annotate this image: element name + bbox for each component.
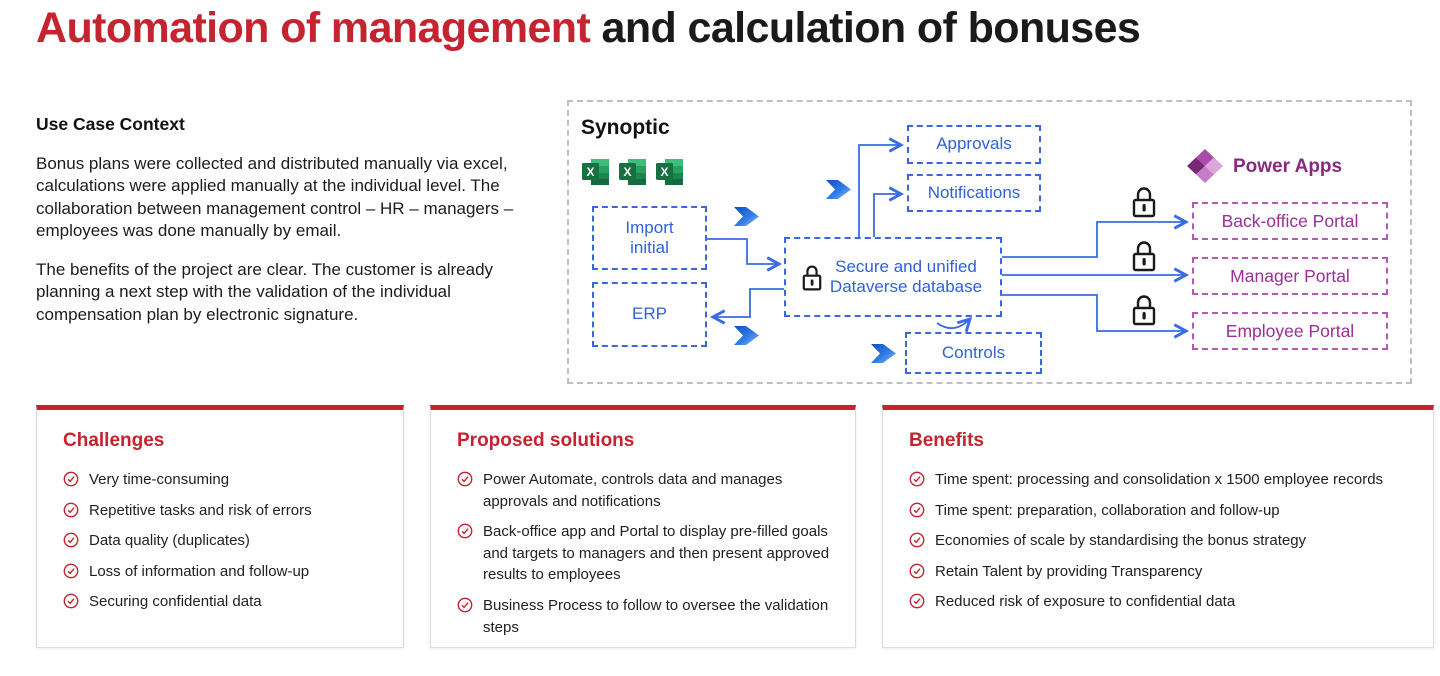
check-circle-icon bbox=[63, 593, 79, 609]
list-item: Power Automate, controls data and manages approvals and notifications bbox=[457, 469, 831, 512]
check-circle-icon bbox=[457, 471, 473, 487]
power-automate-icon bbox=[732, 205, 762, 228]
power-automate-icon bbox=[732, 324, 762, 347]
check-circle-icon bbox=[63, 471, 79, 487]
node-erp: ERP bbox=[592, 282, 707, 347]
check-circle-icon bbox=[909, 593, 925, 609]
svg-text:X: X bbox=[586, 165, 595, 179]
lock-icon bbox=[800, 262, 824, 293]
list-item: Reduced risk of exposure to confidential data bbox=[909, 591, 1409, 613]
lock-icon bbox=[1131, 238, 1157, 272]
power-automate-icon bbox=[824, 178, 854, 201]
check-circle-icon bbox=[909, 471, 925, 487]
page-title bbox=[36, 4, 1140, 53]
node-manager-portal: Manager Portal bbox=[1192, 257, 1388, 295]
page-title-highlight: Automation of management bbox=[36, 4, 591, 52]
excel-icon bbox=[581, 158, 611, 186]
synoptic-heading: Synoptic bbox=[581, 116, 670, 139]
check-circle-icon bbox=[457, 597, 473, 613]
node-employee-portal: Employee Portal bbox=[1192, 312, 1388, 350]
card-challenges bbox=[36, 405, 404, 648]
card-benefits bbox=[882, 405, 1434, 648]
context-paragraph-1: Bonus plans were collected and distributed manually via excel, calculations were applied manually at the individual level. The collaboration between management control – HR – managers – employees was done manually by email. bbox=[36, 154, 514, 240]
use-case-context bbox=[36, 114, 551, 343]
page-title-rest: and calculation of bonuses bbox=[590, 4, 1141, 52]
excel-icon bbox=[618, 158, 648, 186]
power-apps-label: Power Apps bbox=[1233, 156, 1343, 177]
node-controls: Controls bbox=[905, 332, 1042, 374]
check-circle-icon bbox=[63, 563, 79, 579]
list-item: Retain Talent by providing Transparency bbox=[909, 561, 1409, 583]
svg-text:X: X bbox=[660, 165, 669, 179]
check-circle-icon bbox=[909, 502, 925, 518]
check-circle-icon bbox=[909, 563, 925, 579]
solutions-list bbox=[457, 469, 831, 638]
card-heading: Proposed solutions bbox=[457, 430, 635, 451]
node-back-office-portal: Back-office Portal bbox=[1192, 202, 1388, 240]
node-dataverse: Secure and unified Dataverse database bbox=[784, 237, 1002, 317]
card-proposed-solutions bbox=[430, 405, 856, 648]
check-circle-icon bbox=[63, 532, 79, 548]
challenges-list bbox=[63, 469, 379, 613]
svg-text:X: X bbox=[623, 165, 632, 179]
list-item: Data quality (duplicates) bbox=[63, 530, 379, 552]
list-item: Back-office app and Portal to display pre-filled goals and targets to managers and then present approved results to employees bbox=[457, 521, 831, 586]
context-paragraph-2: The benefits of the project are clear. The customer is already planning a next step with the validation of the individual compensation plan by electronic signature. bbox=[36, 260, 494, 324]
list-item: Time spent: preparation, collaboration and follow-up bbox=[909, 500, 1409, 522]
list-item: Loss of information and follow-up bbox=[63, 561, 379, 583]
list-item: Very time-consuming bbox=[63, 469, 379, 491]
excel-icons bbox=[581, 158, 685, 186]
excel-icon bbox=[655, 158, 685, 186]
list-item: Time spent: processing and consolidation x 1500 employee records bbox=[909, 469, 1409, 491]
benefits-list bbox=[909, 469, 1409, 613]
power-apps-icon bbox=[1185, 148, 1225, 184]
card-heading: Benefits bbox=[909, 430, 984, 451]
check-circle-icon bbox=[457, 523, 473, 539]
list-item: Business Process to follow to oversee the validation steps bbox=[457, 595, 831, 638]
list-item: Repetitive tasks and risk of errors bbox=[63, 500, 379, 522]
list-item: Economies of scale by standardising the bonus strategy bbox=[909, 530, 1409, 552]
check-circle-icon bbox=[63, 502, 79, 518]
check-circle-icon bbox=[909, 532, 925, 548]
lock-icon bbox=[1131, 184, 1157, 218]
lock-icon bbox=[1131, 292, 1157, 326]
loop-arrow bbox=[937, 319, 970, 328]
card-heading: Challenges bbox=[63, 430, 165, 451]
node-approvals: Approvals bbox=[907, 125, 1041, 164]
context-heading: Use Case Context bbox=[36, 114, 185, 134]
synoptic-panel bbox=[567, 100, 1412, 384]
node-import-initial: Import initial bbox=[592, 206, 707, 270]
node-notifications: Notifications bbox=[907, 174, 1041, 212]
power-automate-icon bbox=[869, 342, 899, 365]
list-item: Securing confidential data bbox=[63, 591, 379, 613]
